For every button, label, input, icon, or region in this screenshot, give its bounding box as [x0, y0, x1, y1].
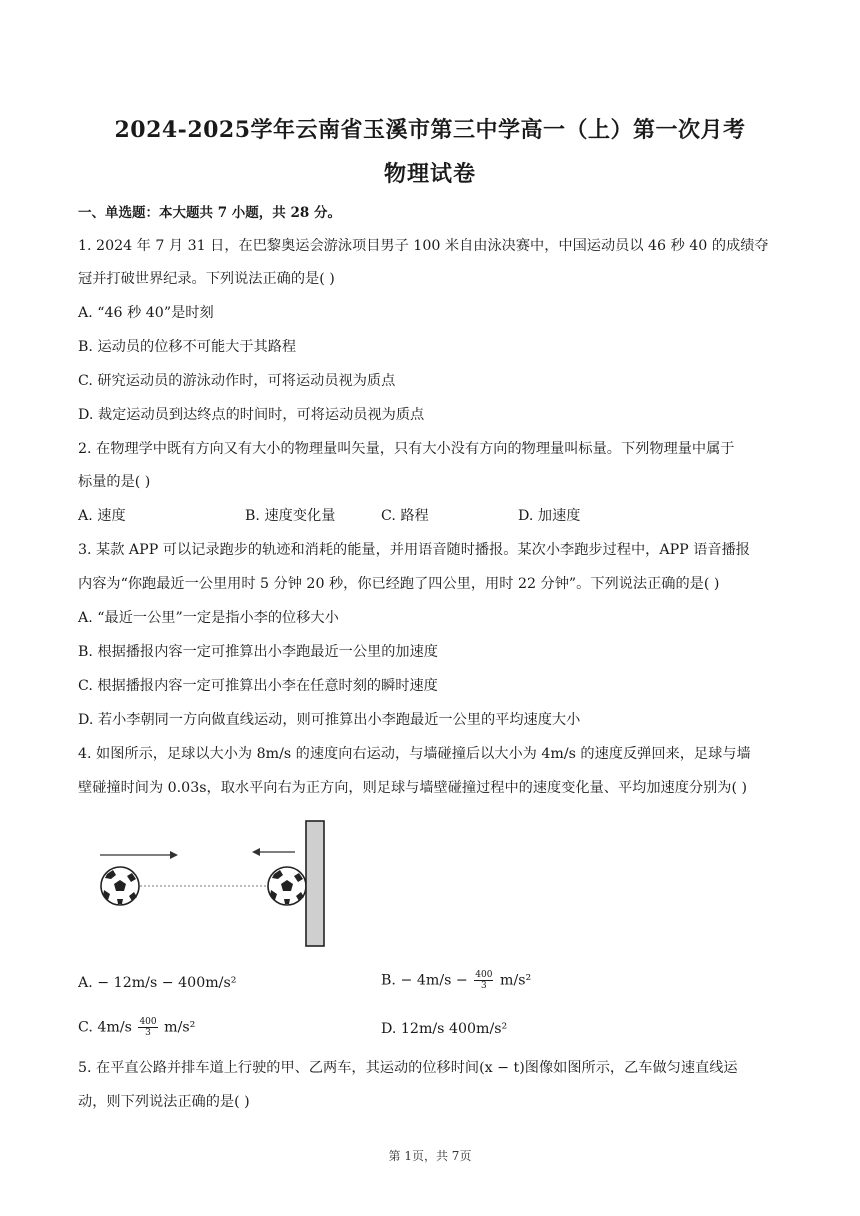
q4-option-d: D. 12m/s 400m/s²: [381, 1021, 508, 1037]
q5-stem-line1: 5. 在平直公路并排车道上行驶的甲、乙两车，其运动的位移时间(x − t)图像如图所示，乙车做匀速直线运: [78, 1060, 738, 1076]
q1-stem-line2: 冠并打破世界纪录。下列说法正确的是( ): [78, 271, 335, 287]
football-icon: [268, 867, 306, 905]
q2-option-a: A. 速度: [78, 508, 126, 524]
q1-option-d: D. 裁定运动员到达终点的时间时，可将运动员视为质点: [78, 407, 425, 423]
q2-stem-line1: 2. 在物理学中既有方向又有大小的物理量叫矢量，只有大小没有方向的物理量叫标量。下列物理量中属于: [78, 441, 735, 457]
page-footer: 第 1页，共 7页: [388, 1149, 472, 1163]
q3-option-b: B. 根据播报内容一定可推算出小李跑最近一公里的加速度: [78, 644, 438, 660]
q4-option-b-unit: m/s²: [500, 972, 532, 989]
q1-option-b: B. 运动员的位移不可能大于其路程: [78, 339, 297, 355]
q4-option-c: [78, 1017, 195, 1038]
q3-stem-line1: 3. 某款 APP 可以记录跑步的轨迹和消耗的能量，并用语音随时播报。某次小李跑步过程中，APP 语音播报: [78, 542, 750, 558]
leftward-arrow-icon: [252, 848, 295, 856]
q3-option-d: D. 若小李朝同一方向做直线运动，则可推算出小李跑最近一公里的平均速度大小: [78, 712, 581, 728]
q2-option-c: C. 路程: [381, 508, 429, 524]
q4-option-c-unit: m/s²: [164, 1019, 196, 1036]
q5-stem-line2: 动，则下列说法正确的是( ): [78, 1094, 250, 1110]
q2-stem-line2: 标量的是( ): [78, 474, 151, 490]
q3-stem-line2: 内容为“你跑最近一公里用时 5 分钟 20 秒，你已经跑了四公里，用时 22 分钟”。下列说法正确的是( ): [78, 576, 720, 592]
q1-option-c: C. 研究运动员的游泳动作时，可将运动员视为质点: [78, 373, 396, 389]
q4-option-b-prefix: B. − 4m/s −: [381, 972, 468, 989]
football-wall-figure: [90, 815, 340, 950]
q2-option-b: B. 速度变化量: [245, 508, 336, 524]
fraction-denominator: 3: [145, 1028, 151, 1038]
q2-option-d: D. 加速度: [518, 508, 581, 524]
exam-title: 2024-2025学年云南省玉溪市第三中学高一（上）第一次月考: [114, 117, 746, 143]
section-heading: 一、单选题：本大题共 7 小题，共 28 分。: [78, 205, 341, 221]
q4-stem-line1: 4. 如图所示，足球以大小为 8m/s 的速度向右运动，与墙碰撞后以大小为 4m/s 的速度反弹回来，足球与墙: [78, 746, 751, 762]
q3-option-c: C. 根据播报内容一定可推算出小李在任意时刻的瞬时速度: [78, 678, 438, 694]
wall: [306, 821, 324, 946]
fraction-numerator: 400: [475, 970, 493, 980]
q4-option-c-prefix: C. 4m/s: [78, 1019, 132, 1036]
q1-stem-line1: 1. 2024 年 7 月 31 日，在巴黎奥运会游泳项目男子 100 米自由泳决赛中，中国运动员以 46 秒 40 的成绩夺: [78, 238, 769, 254]
fraction: [474, 970, 493, 991]
q1-option-a: A. “46 秒 40”是时刻: [78, 305, 214, 321]
q4-option-b: [381, 970, 531, 991]
rightward-arrow-icon: [100, 851, 178, 859]
q4-stem-line2: 壁碰撞时间为 0.03s，取水平向右为正方向，则足球与墙壁碰撞过程中的速度变化量、平均加速度分别为( ): [78, 780, 748, 796]
q4-option-a: A. − 12m/s − 400m/s²: [78, 975, 237, 991]
fraction: [138, 1017, 157, 1038]
exam-subtitle: 物理试卷: [383, 161, 476, 187]
fraction-numerator: 400: [139, 1017, 157, 1027]
fraction-denominator: 3: [481, 981, 487, 991]
q3-option-a: A. “最近一公里”一定是指小李的位移大小: [78, 610, 339, 626]
football-icon: [101, 867, 139, 905]
